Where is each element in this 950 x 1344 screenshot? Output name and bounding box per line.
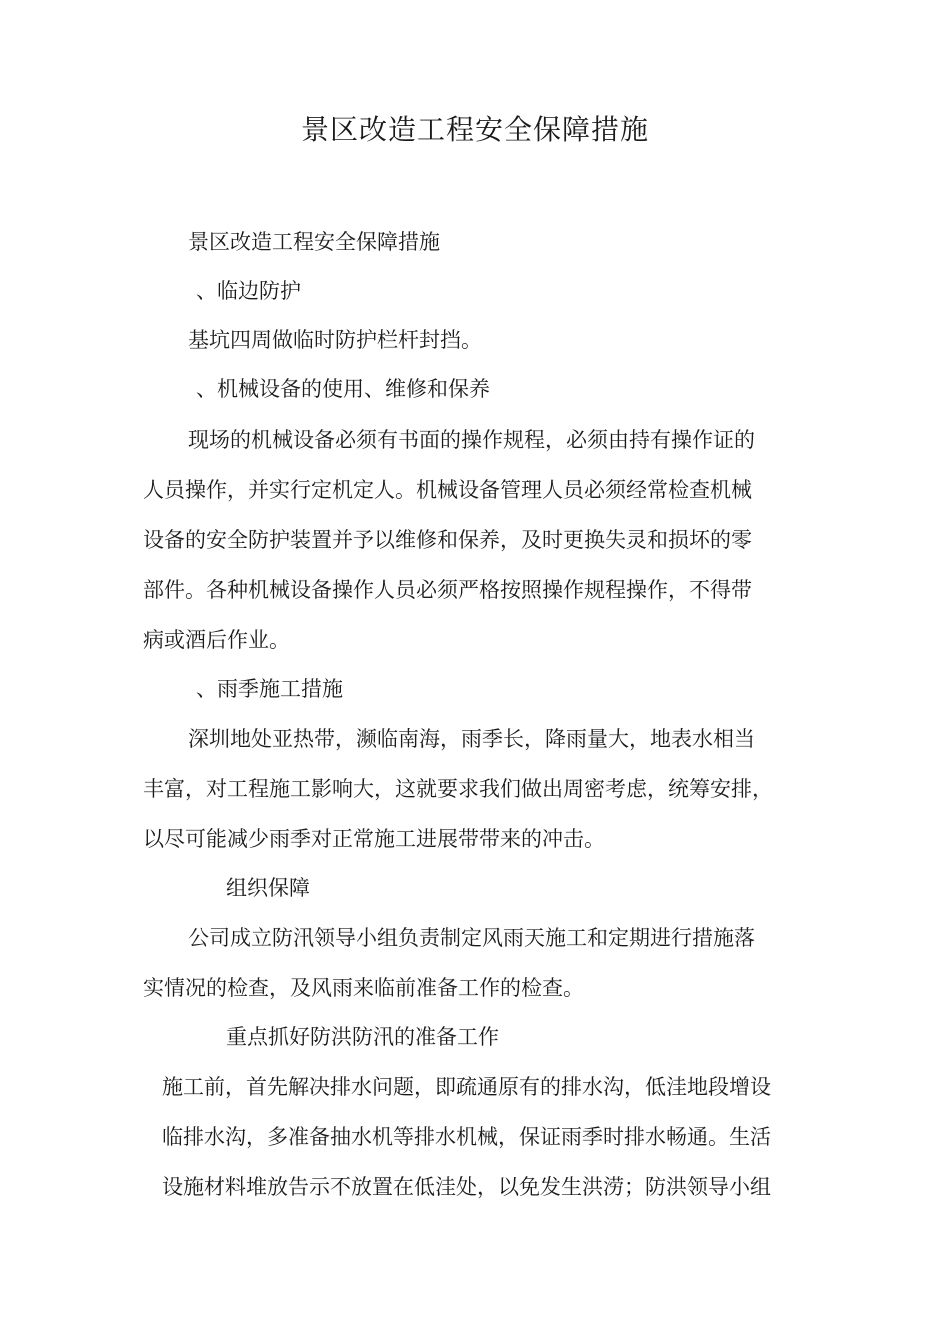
text-line: 部件。各种机械设备操作人员必须严格按照操作规程操作，不得带 (143, 578, 752, 602)
text-line: 人员操作，并实行定机定人。机械设备管理人员必须经常检查机械 (143, 478, 752, 502)
section-heading: 、临边防护 (196, 279, 301, 303)
section-heading: 、雨季施工措施 (196, 677, 343, 701)
text-line: 基坑四周做临时防护栏杆封挡。 (188, 328, 482, 352)
text-line: 公司成立防汛领导小组负责制定风雨天施工和定期进行措施落 (188, 926, 755, 950)
text-line: 临排水沟，多准备抽水机等排水机械，保证雨季时排水畅通。生活 (162, 1125, 771, 1149)
text-line: 景区改造工程安全保障措施 (188, 230, 440, 254)
text-line: 施工前，首先解决排水问题，即疏通原有的排水沟，低洼地段增设 (162, 1075, 771, 1099)
subsection-heading: 组织保障 (226, 876, 310, 900)
subsection-heading: 重点抓好防洪防汛的准备工作 (226, 1025, 499, 1049)
text-line: 实情况的检查，及风雨来临前准备工作的检查。 (143, 976, 584, 1000)
document-title: 景区改造工程安全保障措施 (300, 113, 649, 146)
text-line: 以尽可能减少雨季对正常施工进展带带来的冲击。 (143, 827, 605, 851)
text-line: 现场的机械设备必须有书面的操作规程，必须由持有操作证的 (188, 428, 755, 452)
text-line: 病或酒后作业。 (143, 628, 290, 652)
text-line: 设施材料堆放告示不放置在低洼处，以免发生洪涝；防洪领导小组 (162, 1175, 771, 1199)
text-line: 深圳地处亚热带，濒临南海，雨季长，降雨量大，地表水相当 (188, 727, 755, 751)
text-line: 丰富，对工程施工影响大，这就要求我们做出周密考虑，统筹安排， (143, 777, 773, 801)
text-line: 设备的安全防护装置并予以维修和保养，及时更换失灵和损坏的零 (143, 528, 752, 552)
section-heading: 、机械设备的使用、维修和保养 (196, 377, 490, 401)
